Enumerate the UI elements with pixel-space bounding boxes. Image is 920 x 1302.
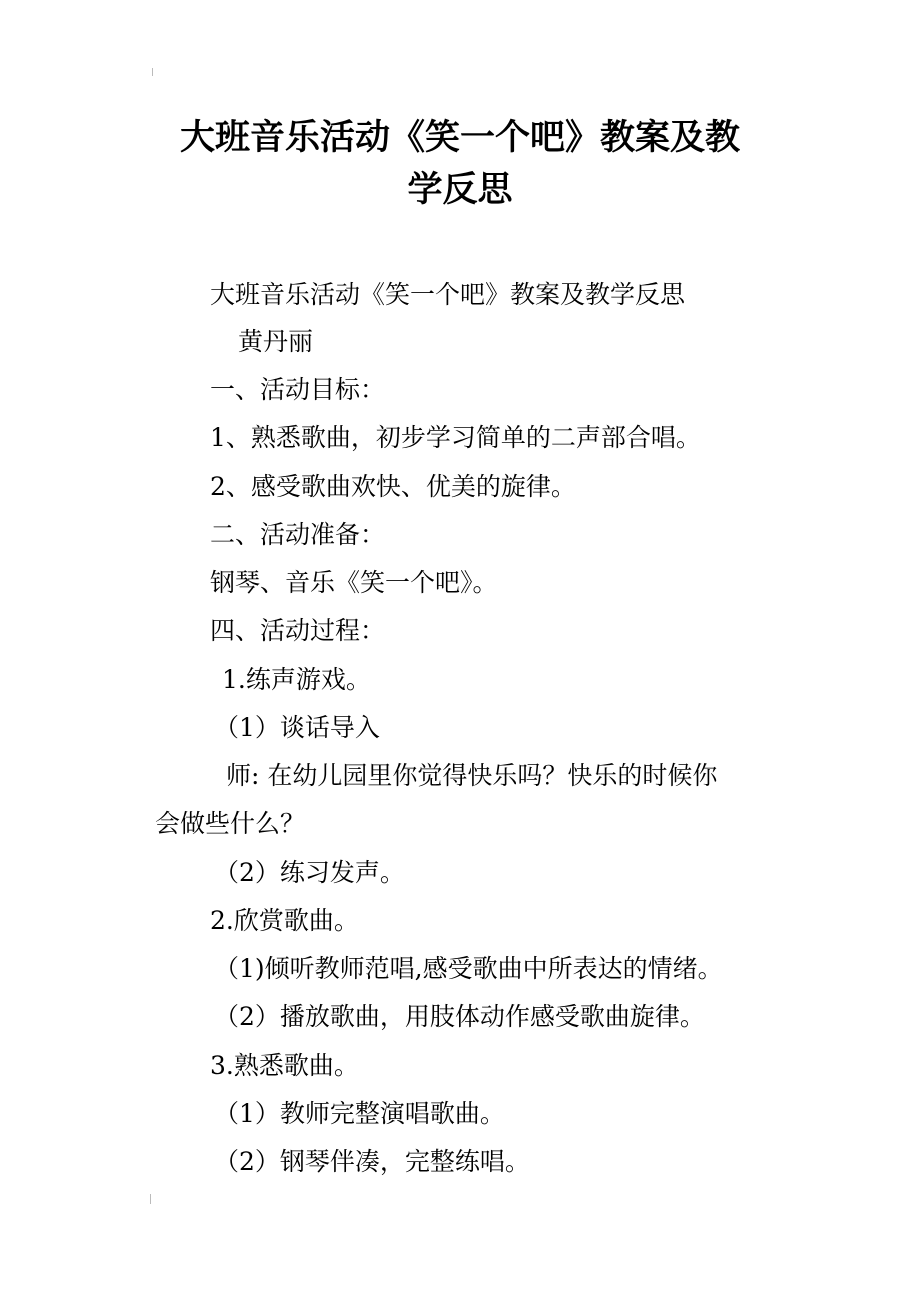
paragraph-step-1-2: （2）练习发声。 [214, 858, 405, 887]
paragraph-step-3-1: （1）教师完整演唱歌曲。 [214, 1099, 505, 1128]
title-line-1: 大班音乐活动《笑一个吧》教案及教 [179, 118, 740, 158]
section-heading-preparation: 二、活动准备： [210, 520, 386, 549]
paragraph-goal-1: 1、熟悉歌曲，初步学习简单的二声部合唱。 [210, 423, 701, 452]
paragraph-step-3: 3.熟悉歌曲。 [210, 1051, 359, 1080]
section-heading-goals: 一、活动目标： [210, 375, 386, 404]
corner-mark-top [152, 68, 157, 76]
section-heading-process: 四、活动过程： [210, 616, 386, 645]
paragraph-author: 黄丹丽 [238, 327, 314, 356]
paragraph-subtitle: 大班音乐活动《笑一个吧》教案及教学反思 [210, 280, 686, 309]
title-line-2: 学反思 [407, 170, 513, 210]
paragraph-step-2: 2.欣赏歌曲。 [210, 906, 359, 935]
paragraph-step-2-2: （2）播放歌曲，用肢体动作感受歌曲旋律。 [214, 1002, 705, 1031]
paragraph-goal-2: 2、感受歌曲欢快、优美的旋律。 [210, 472, 576, 501]
paragraph-step-3-2: （2）钢琴伴凑，完整练唱。 [214, 1147, 530, 1176]
paragraph-preparation: 钢琴、音乐《笑一个吧》。 [210, 568, 498, 597]
corner-mark-bottom [150, 1194, 155, 1204]
page-title [150, 112, 770, 216]
paragraph-step-1: 1.练声游戏。 [222, 665, 371, 694]
paragraph-teacher-question-cont: 会做些什么？ [155, 809, 306, 838]
paragraph-step-1-1: （1）谈话导入 [214, 713, 380, 742]
paragraph-step-2-1: （1)倾听教师范唱,感受歌曲中所表达的情绪。 [214, 954, 723, 983]
paragraph-teacher-question: 师: 在幼儿园里你觉得快乐吗？快乐的时候你 [226, 761, 718, 790]
